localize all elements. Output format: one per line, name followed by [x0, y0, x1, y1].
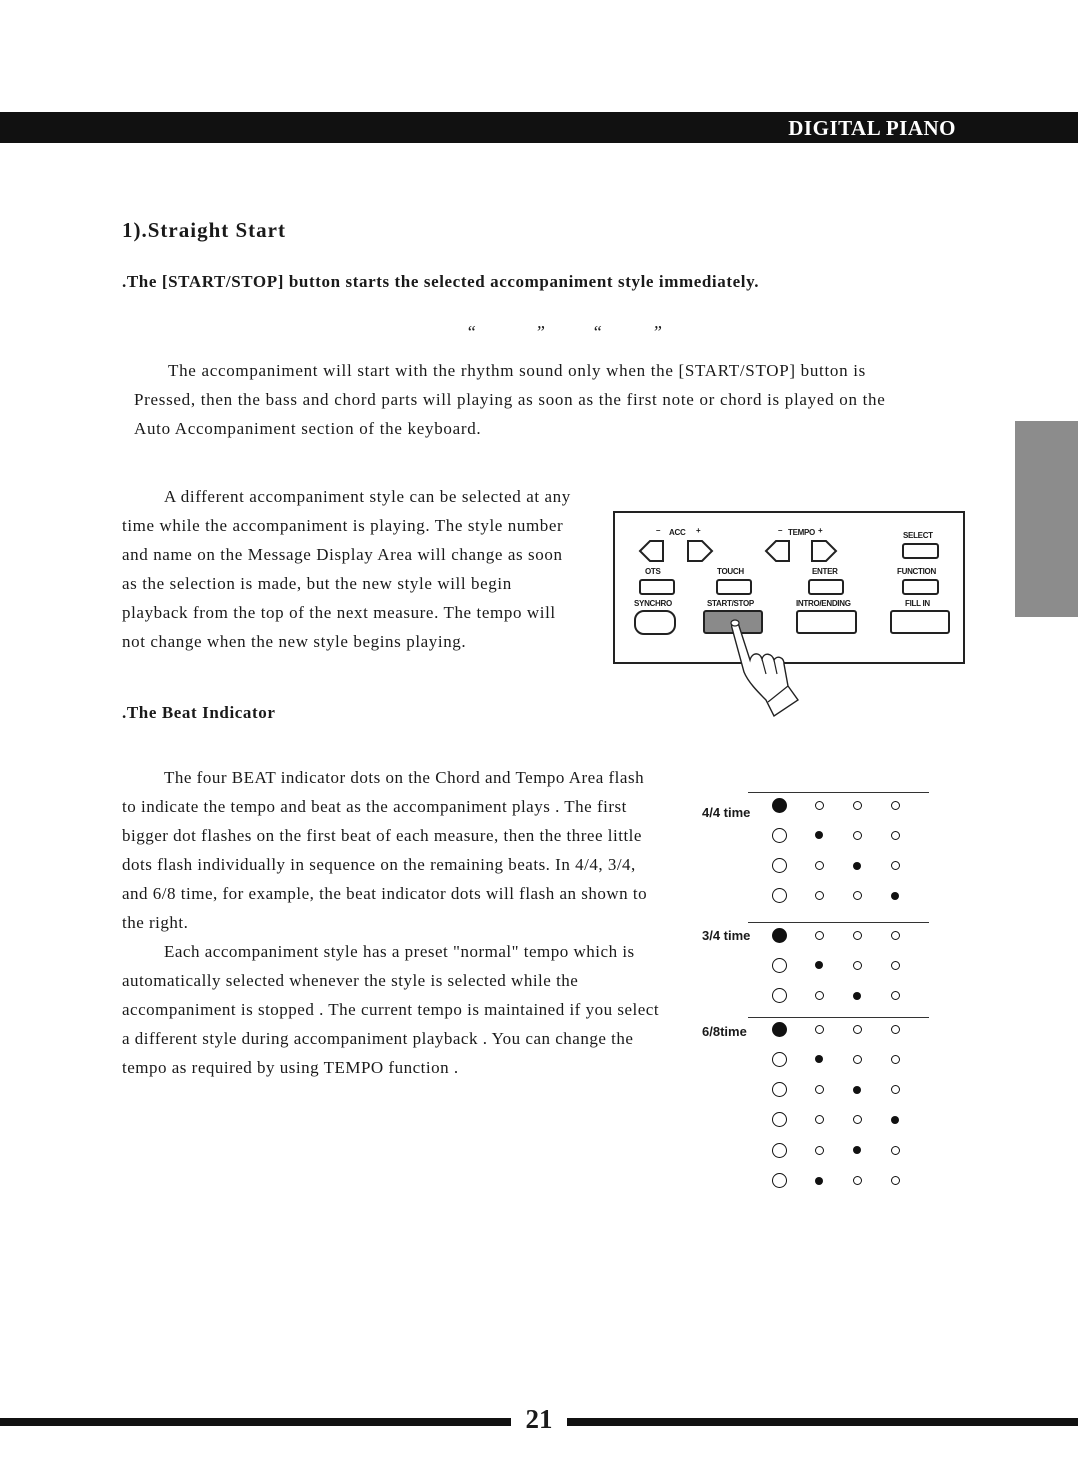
beat-dot-inactive	[815, 1115, 824, 1124]
beat-dot-inactive	[815, 1085, 824, 1094]
beat-dot-inactive	[772, 1052, 787, 1067]
tempo-label: TEMPO	[788, 528, 815, 537]
beat-dot-inactive	[815, 861, 824, 870]
beat-dot-inactive	[891, 1085, 900, 1094]
beat-dot-inactive	[853, 801, 862, 810]
paragraph-line: Pressed, then the bass and chord parts will playing as soon as the first note or chord is played on the	[134, 390, 886, 409]
beat-dot-active	[853, 992, 861, 1000]
time-signature-label: 6/8time	[702, 1024, 747, 1039]
beat-dot-active	[853, 1146, 861, 1154]
beat-dot-inactive	[853, 1025, 862, 1034]
start-stop-label: START/STOP	[707, 599, 754, 608]
quote-mark: ”	[535, 322, 546, 342]
beat-dot-inactive	[772, 858, 787, 873]
footer-bar-right	[567, 1418, 1078, 1426]
time-signature-label: 4/4 time	[702, 805, 751, 820]
beat-dot-inactive	[853, 831, 862, 840]
quote-mark: ”	[652, 322, 663, 342]
beat-text-2: Each accompaniment style has a preset "normal" tempo which is automatically selected whenever the style is selected while the accompaniment is stopped . The current tempo is maintained if you select a different style during accompaniment playback . You can change the tempo as required by using TEMPO function .	[122, 942, 660, 1077]
beat-dot-inactive	[853, 891, 862, 900]
quote-mark: “	[592, 322, 603, 342]
function-label: FUNCTION	[897, 567, 936, 576]
tempo-plus-label: +	[818, 526, 823, 535]
synchro-label: SYNCHRO	[634, 599, 672, 608]
quote-mark: “	[466, 322, 477, 342]
beat-dot-inactive	[853, 961, 862, 970]
section-subheading: .The [START/STOP] button starts the selected accompaniment style immediately.	[122, 272, 760, 291]
enter-label: ENTER	[812, 567, 838, 576]
beat-dot-inactive	[891, 991, 900, 1000]
beat-dot-inactive	[772, 1112, 787, 1127]
acc-plus-label: +	[696, 526, 701, 535]
footer-bar-left	[0, 1418, 511, 1426]
beat-dot-active	[891, 1116, 899, 1124]
beat-dot-inactive	[772, 1173, 787, 1188]
beat-dot-inactive	[891, 1146, 900, 1155]
tempo-minus-label: –	[778, 526, 783, 535]
beat-dot-inactive	[772, 1082, 787, 1097]
beat-dot-active	[815, 1177, 823, 1185]
header-title: DIGITAL PIANO	[788, 116, 956, 140]
ots-label: OTS	[645, 567, 661, 576]
beat-dot-inactive	[772, 888, 787, 903]
beat-dot-inactive	[891, 961, 900, 970]
beat-dot-inactive	[815, 801, 824, 810]
beat-dot-active	[815, 831, 823, 839]
time-signature-label: 3/4 time	[702, 928, 751, 943]
beat-dot-inactive	[891, 931, 900, 940]
beat-dot-active	[853, 1086, 861, 1094]
beat-indicator-heading: .The Beat Indicator	[122, 703, 276, 722]
beat-dot-inactive	[853, 1055, 862, 1064]
paragraph-line: Auto Accompaniment section of the keyboard.	[134, 419, 482, 438]
beat-dot-inactive	[891, 1176, 900, 1185]
beat-dot-inactive	[853, 931, 862, 940]
beat-dot-active	[815, 1055, 823, 1063]
acc-label: ACC	[669, 528, 686, 537]
beat-dot-active	[815, 961, 823, 969]
beat-dot-active	[772, 928, 787, 943]
beat-dot-inactive	[891, 1025, 900, 1034]
beat-dot-inactive	[853, 1176, 862, 1185]
beat-dot-inactive	[891, 1055, 900, 1064]
beat-dot-inactive	[815, 931, 824, 940]
beat-dot-inactive	[815, 991, 824, 1000]
intro-ending-label: INTRO/ENDING	[796, 599, 851, 608]
beat-dot-inactive	[815, 891, 824, 900]
touch-label: TOUCH	[717, 567, 744, 576]
beat-dot-inactive	[815, 1025, 824, 1034]
beat-text-1: The four BEAT indicator dots on the Chord and Tempo Area flash to indicate the tempo and beat as the accompaniment plays . The first bigger dot flashes on the first beat of each measure, then the three little dots flash individually in sequence on the remaining beats. In 4/4, 3/4, and 6/8 time, for example, the beat indicator dots will flash an shown to the right.	[122, 768, 648, 932]
acc-minus-label: –	[656, 526, 661, 535]
beat-dot-inactive	[772, 1143, 787, 1158]
beat-dot-active	[772, 798, 787, 813]
paragraph-line: The accompaniment will start with the rhythm sound only when the [START/STOP] button is	[168, 361, 866, 380]
beat-dot-inactive	[891, 801, 900, 810]
fill-in-label: FILL IN	[905, 599, 930, 608]
page-number: 21	[525, 1404, 553, 1434]
beat-dot-inactive	[891, 831, 900, 840]
beat-dot-inactive	[853, 1115, 862, 1124]
section-heading: 1).Straight Start	[122, 218, 286, 242]
beat-dot-active	[891, 892, 899, 900]
beat-dot-inactive	[891, 861, 900, 870]
beat-dot-inactive	[815, 1146, 824, 1155]
beat-dot-active	[772, 1022, 787, 1037]
beat-dot-active	[853, 862, 861, 870]
beat-dot-inactive	[772, 828, 787, 843]
beat-dot-inactive	[772, 958, 787, 973]
select-label: SELECT	[903, 531, 933, 540]
style-change-text: A different accompaniment style can be selected at any time while the accompaniment is playing. The style number and name on the Message Display Area will change as soon as the selection is made, but the new style will begin playback from the top of the next measure. The tempo will not change when the new style begins playing.	[122, 487, 571, 651]
beat-dot-inactive	[772, 988, 787, 1003]
